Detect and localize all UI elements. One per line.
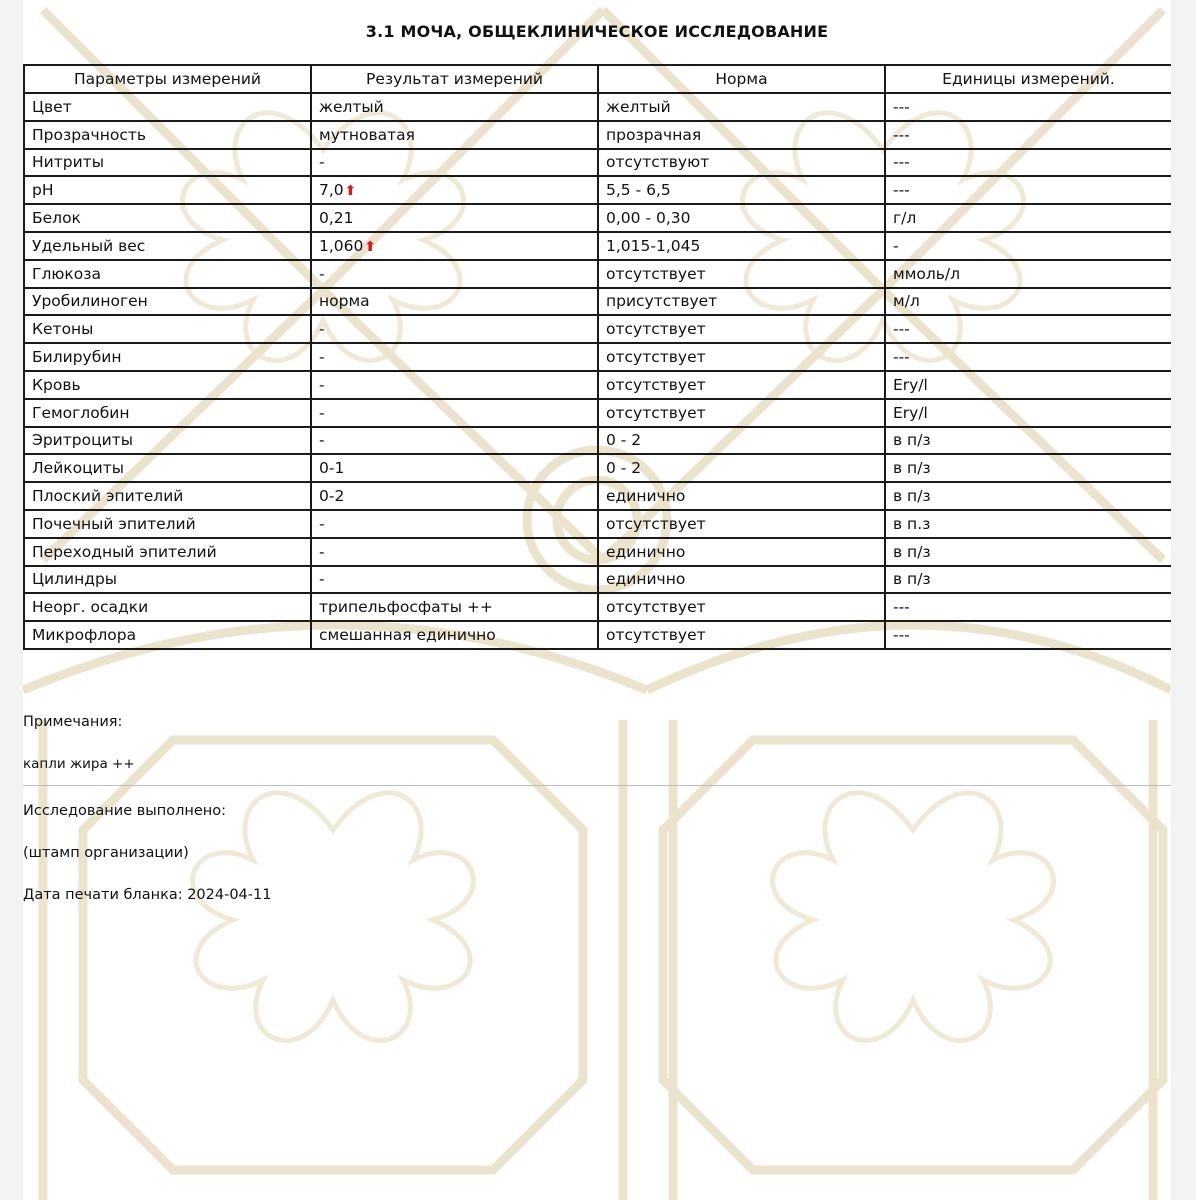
report-title: 3.1 МОЧА, ОБЩЕКЛИНИЧЕСКОЕ ИССЛЕДОВАНИЕ <box>365 22 829 41</box>
param-cell: Глюкоза <box>24 260 311 288</box>
result-cell <box>311 371 598 399</box>
param-cell: Уробилиноген <box>24 288 311 316</box>
header-unit: Единицы измерений. <box>885 65 1171 93</box>
stamp-placeholder: (штамп организации) <box>23 845 189 861</box>
result-value: - <box>319 375 325 394</box>
table-row <box>24 621 1171 649</box>
unit-cell: в п/з <box>885 427 1171 455</box>
result-value: смешанная единично <box>319 626 496 645</box>
unit-cell: Ery/l <box>885 371 1171 399</box>
norm-cell: отсутствует <box>598 343 885 371</box>
norm-cell: 0 - 2 <box>598 427 885 455</box>
table-body <box>24 93 1171 649</box>
result-cell <box>311 454 598 482</box>
result-value: 7,0 <box>319 181 344 200</box>
table-row <box>24 371 1171 399</box>
print-date-value: 2024-04-11 <box>187 887 272 903</box>
unit-cell: в п/з <box>885 482 1171 510</box>
result-cell <box>311 232 598 260</box>
table-row <box>24 176 1171 204</box>
result-cell <box>311 204 598 232</box>
result-cell <box>311 566 598 594</box>
result-cell <box>311 621 598 649</box>
unit-cell: --- <box>885 121 1171 149</box>
result-value: мутноватая <box>319 125 415 144</box>
print-date-label: Дата печати бланка: <box>23 887 183 903</box>
result-cell <box>311 121 598 149</box>
unit-cell: --- <box>885 149 1171 177</box>
table-row <box>24 343 1171 371</box>
param-cell: Прозрачность <box>24 121 311 149</box>
result-value: - <box>319 570 325 589</box>
param-cell: Переходный эпителий <box>24 538 311 566</box>
result-cell <box>311 315 598 343</box>
unit-cell: в п/з <box>885 566 1171 594</box>
report-content <box>23 0 1171 1200</box>
result-value: трипельфосфаты ++ <box>319 598 493 617</box>
norm-cell: прозрачная <box>598 121 885 149</box>
header-parameter: Параметры измерений <box>24 65 311 93</box>
header-norm: Норма <box>598 65 885 93</box>
print-date <box>23 887 271 903</box>
result-cell <box>311 399 598 427</box>
param-cell: Цвет <box>24 93 311 121</box>
norm-cell: 0 - 2 <box>598 454 885 482</box>
elevated-arrow-icon: ⬆ <box>364 238 377 255</box>
result-value: 0-2 <box>319 487 345 506</box>
result-value: 0-1 <box>319 459 345 478</box>
result-value: 1,060 <box>319 236 364 255</box>
result-cell <box>311 343 598 371</box>
norm-cell: 1,015-1,045 <box>598 232 885 260</box>
unit-cell: --- <box>885 621 1171 649</box>
header-result: Результат измерений <box>311 65 598 93</box>
unit-cell: --- <box>885 343 1171 371</box>
unit-cell: --- <box>885 593 1171 621</box>
result-value: - <box>319 320 325 339</box>
param-cell: Эритроциты <box>24 427 311 455</box>
table-row <box>24 121 1171 149</box>
result-value: - <box>319 153 325 172</box>
table-row <box>24 538 1171 566</box>
report-page <box>23 0 1171 1200</box>
unit-cell: в п.з <box>885 510 1171 538</box>
result-value: - <box>319 348 325 367</box>
param-cell: Удельный вес <box>24 232 311 260</box>
norm-cell: отсутствует <box>598 371 885 399</box>
unit-cell: в п/з <box>885 538 1171 566</box>
norm-cell: отсутствует <box>598 593 885 621</box>
table-row <box>24 260 1171 288</box>
norm-cell: отсутствует <box>598 621 885 649</box>
param-cell: Кетоны <box>24 315 311 343</box>
result-cell <box>311 482 598 510</box>
result-cell <box>311 149 598 177</box>
unit-cell: г/л <box>885 204 1171 232</box>
performed-label: Исследование выполнено: <box>23 803 226 819</box>
table-row <box>24 149 1171 177</box>
param-cell: pH <box>24 176 311 204</box>
result-value: - <box>319 542 325 561</box>
result-value: норма <box>319 292 370 311</box>
result-cell <box>311 538 598 566</box>
norm-cell: отсутствуют <box>598 149 885 177</box>
param-cell: Нитриты <box>24 149 311 177</box>
table-row <box>24 510 1171 538</box>
result-value: - <box>319 514 325 533</box>
divider <box>23 785 1171 786</box>
result-value: - <box>319 431 325 450</box>
norm-cell: 5,5 - 6,5 <box>598 176 885 204</box>
table-row <box>24 204 1171 232</box>
param-cell: Лейкоциты <box>24 454 311 482</box>
unit-cell: --- <box>885 176 1171 204</box>
result-value: желтый <box>319 97 384 116</box>
result-cell <box>311 510 598 538</box>
norm-cell: отсутствует <box>598 399 885 427</box>
param-cell: Гемоглобин <box>24 399 311 427</box>
table-row <box>24 288 1171 316</box>
unit-cell: --- <box>885 315 1171 343</box>
notes-label: Примечания: <box>23 714 123 730</box>
unit-cell: Ery/l <box>885 399 1171 427</box>
norm-cell: отсутствует <box>598 315 885 343</box>
norm-cell: отсутствует <box>598 260 885 288</box>
result-cell <box>311 593 598 621</box>
unit-cell: --- <box>885 93 1171 121</box>
table-row <box>24 399 1171 427</box>
param-cell: Цилиндры <box>24 566 311 594</box>
result-cell <box>311 260 598 288</box>
table-row <box>24 315 1171 343</box>
unit-cell: - <box>885 232 1171 260</box>
unit-cell: ммоль/л <box>885 260 1171 288</box>
param-cell: Белок <box>24 204 311 232</box>
norm-cell: 0,00 - 0,30 <box>598 204 885 232</box>
result-value: 0,21 <box>319 209 354 228</box>
param-cell: Микрофлора <box>24 621 311 649</box>
elevated-arrow-icon: ⬆ <box>344 183 357 200</box>
table-row <box>24 566 1171 594</box>
norm-cell: желтый <box>598 93 885 121</box>
table-row <box>24 427 1171 455</box>
table-row <box>24 454 1171 482</box>
table-header-row <box>24 65 1171 93</box>
param-cell: Почечный эпителий <box>24 510 311 538</box>
norm-cell: единично <box>598 566 885 594</box>
param-cell: Билирубин <box>24 343 311 371</box>
table-row <box>24 93 1171 121</box>
unit-cell: м/л <box>885 288 1171 316</box>
result-value: - <box>319 403 325 422</box>
param-cell: Неорг. осадки <box>24 593 311 621</box>
norm-cell: отсутствует <box>598 510 885 538</box>
result-cell <box>311 176 598 204</box>
table-row <box>24 232 1171 260</box>
notes-text: капли жира ++ <box>23 756 135 772</box>
norm-cell: присутствует <box>598 288 885 316</box>
table-row <box>24 593 1171 621</box>
norm-cell: единично <box>598 538 885 566</box>
unit-cell: в п/з <box>885 454 1171 482</box>
param-cell: Плоский эпителий <box>24 482 311 510</box>
norm-cell: единично <box>598 482 885 510</box>
urinalysis-results-table <box>23 64 1171 650</box>
table-row <box>24 482 1171 510</box>
result-value: - <box>319 264 325 283</box>
result-cell <box>311 288 598 316</box>
result-cell <box>311 93 598 121</box>
param-cell: Кровь <box>24 371 311 399</box>
result-cell <box>311 427 598 455</box>
